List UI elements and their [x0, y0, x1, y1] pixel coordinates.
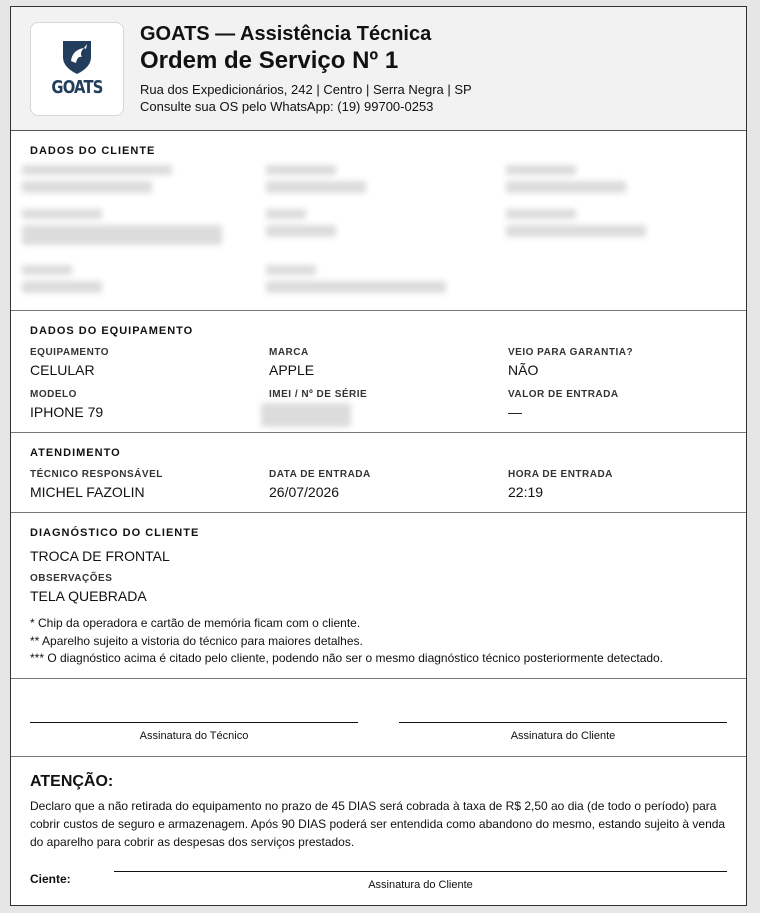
page-title: Ordem de Serviço Nº 1 [140, 47, 399, 74]
client-section [11, 131, 746, 311]
attention-section [11, 757, 746, 905]
entry-date-value: 26/07/2026 [269, 484, 340, 500]
model-value: IPHONE 79 [30, 404, 104, 420]
service-section [11, 433, 746, 513]
observations-value: TELA QUEBRADA [30, 588, 147, 604]
shield-goat-icon [57, 39, 97, 75]
header [11, 7, 746, 131]
company-logo [30, 22, 124, 116]
diagnosis-section [11, 513, 746, 679]
entry-time-value: 22:19 [508, 484, 544, 500]
logo-wordmark: GOATS [51, 77, 103, 98]
client-section-title: DADOS DO CLIENTE [30, 145, 156, 157]
client-signature-line[interactable] [399, 722, 727, 723]
attention-text: Declaro que a não retirada do equipamento no prazo de 45 DIAS será cobrada à taxa de R$ 2,50 ao dia (de todo o período) para cobrir custos de seguro e armazenagem. Após 90 DIAS poderá ser entendida como abandono do mesmo, estando sujeito à venda do aparelho para cobrir as despesas dos serviços prestados. [30, 799, 726, 849]
technician-label: TÉCNICO RESPONSÁVEL [30, 469, 163, 480]
entry-time-label: HORA DE ENTRADA [508, 469, 613, 480]
note-item: *** O diagnóstico acima é citado pelo cliente, podendo não ser o mesmo diagnóstico técnico posteriormente detectado. [30, 651, 664, 665]
diagnosis-value: TROCA DE FRONTAL [30, 548, 170, 564]
technician-signature-line[interactable] [30, 722, 358, 723]
ciente-signature-caption: Assinatura do Cliente [368, 879, 473, 891]
technician-value: MICHEL FAZOLIN [30, 484, 145, 500]
note-item: ** Aparelho sujeito a vistoria do técnico para maiores detalhes. [30, 633, 363, 648]
imei-label: IMEI / Nº DE SÉRIE [269, 389, 368, 400]
brand-label: MARCA [269, 347, 309, 358]
service-section-title: ATENDIMENTO [30, 447, 121, 459]
equipment-section-title: DADOS DO EQUIPAMENTO [30, 325, 194, 337]
notes-list [30, 615, 663, 668]
company-contact: Consulte sua OS pelo WhatsApp: (19) 99700-0253 [140, 99, 434, 114]
model-label: MODELO [30, 389, 77, 400]
equipment-label: EQUIPAMENTO [30, 347, 110, 358]
note-item: * Chip da operadora e cartão de memória ficam com o cliente. [30, 616, 361, 630]
entry-date-label: DATA DE ENTRADA [269, 469, 371, 480]
observations-label: OBSERVAÇÕES [30, 573, 113, 584]
ciente-label: Ciente: [30, 872, 71, 886]
technician-signature-caption: Assinatura do Técnico [139, 730, 249, 742]
attention-title: ATENÇÃO: [30, 773, 114, 790]
service-order-sheet [10, 6, 747, 906]
equipment-section [11, 311, 746, 433]
entry-value: — [508, 404, 522, 420]
ciente-signature-line[interactable] [114, 871, 727, 872]
company-name: GOATS — Assistência Técnica [140, 23, 432, 45]
entry-value-label: VALOR DE ENTRADA [508, 389, 619, 400]
warranty-label: VEIO PARA GARANTIA? [508, 347, 634, 358]
brand-value: APPLE [269, 362, 315, 378]
redacted-imei [261, 403, 351, 427]
client-signature-caption: Assinatura do Cliente [510, 730, 616, 742]
signatures-section [11, 679, 746, 757]
company-address: Rua dos Expedicionários, 242 | Centro | Serra Negra | SP [140, 82, 472, 97]
equipment-value: CELULAR [30, 362, 95, 378]
diagnosis-section-title: DIAGNÓSTICO DO CLIENTE [30, 527, 200, 539]
warranty-value: NÃO [508, 362, 539, 378]
